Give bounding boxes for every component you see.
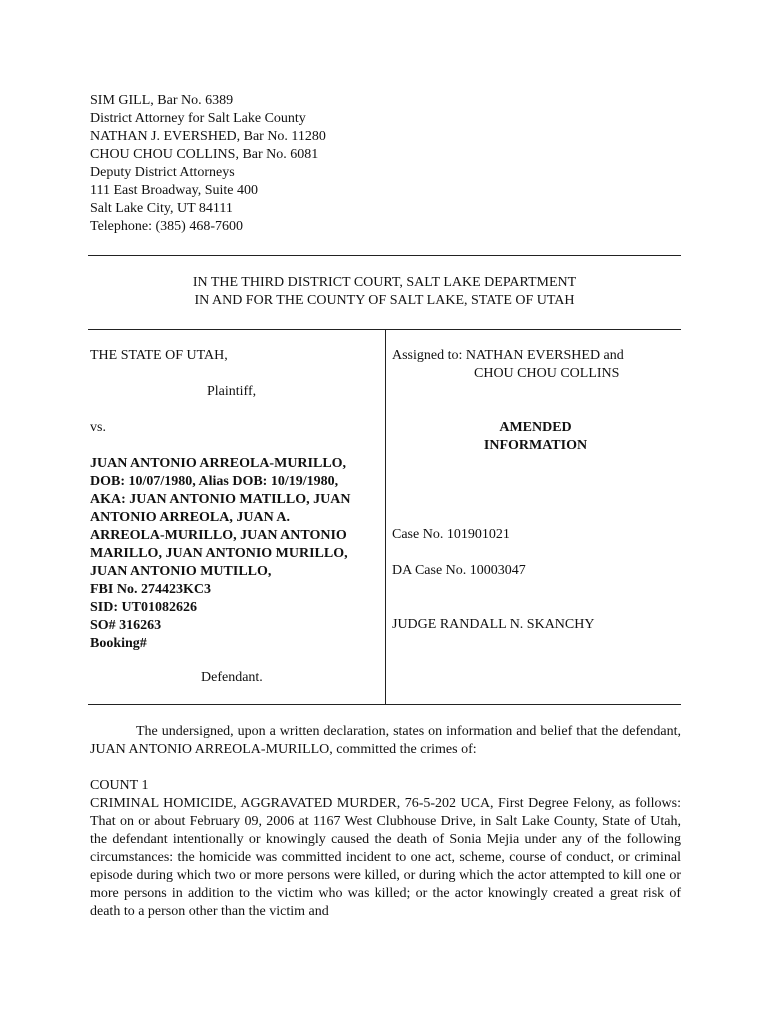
defendant-line: DOB: 10/07/1980, Alias DOB: 10/19/1980, <box>90 474 339 489</box>
defendant-line: ANTONIO ARREOLA, JUAN A. <box>90 510 291 525</box>
assigned-attorneys: Assigned to: NATHAN EVERSHED and <box>392 348 624 363</box>
defendant-line: MARILLO, JUAN ANTONIO MURILLO, <box>90 546 348 561</box>
attorney-block <box>90 92 326 236</box>
attorney-line: Telephone: (385) 468-7600 <box>90 219 243 234</box>
count-description: CRIMINAL HOMICIDE, AGGRAVATED MURDER, 76-5-202 UCA, First Degree Felony, as follows: That on or about February 09, 2006 at 1167 West Clubhouse Drive, in Salt Lake County, State of Utah, the defendant intentionally or knowingly caused the death of Sonia Mejia under any of the following circumstances: the homicide was committed incident to one act, scheme, course of conduct, or criminal episode during which two or more persons were killed, or during which the actor attempted to kill one or more persons in addition to the victim who was killed; or the actor knowingly created a great risk of death to a person other than the victim and <box>90 796 681 919</box>
count-heading: COUNT 1 <box>90 778 149 793</box>
top-rule <box>88 255 681 256</box>
defendant-label: Defendant. <box>201 670 263 685</box>
attorney-line: NATHAN J. EVERSHED, Bar No. 11280 <box>90 129 326 144</box>
defendant-line: SO# 316263 <box>90 618 162 633</box>
caption-divider <box>385 330 386 704</box>
attorney-line: CHOU CHOU COLLINS, Bar No. 6081 <box>90 147 319 162</box>
attorney-line: Salt Lake City, UT 84111 <box>90 201 233 216</box>
defendant-line: JUAN ANTONIO MUTILLO, <box>90 564 272 579</box>
assigned-judge: JUDGE RANDALL N. SKANCHY <box>392 617 595 632</box>
attorney-line: Deputy District Attorneys <box>90 165 235 180</box>
defendant-line: AKA: JUAN ANTONIO MATILLO, JUAN <box>90 492 351 507</box>
defendant-identification <box>90 455 350 653</box>
da-case-number: DA Case No. 10003047 <box>392 563 526 578</box>
assigned-attorneys-continued: CHOU CHOU COLLINS <box>474 366 620 381</box>
defendant-line: JUAN ANTONIO ARREOLA-MURILLO, <box>90 456 347 471</box>
plaintiff-label: Plaintiff, <box>207 384 257 399</box>
court-heading-line: IN THE THIRD DISTRICT COURT, SALT LAKE DEPARTMENT <box>192 275 577 290</box>
defendant-line: FBI No. 274423KC3 <box>90 582 211 597</box>
case-number: Case No. 101901021 <box>392 527 510 542</box>
defendant-line: SID: UT01082626 <box>90 600 197 615</box>
court-heading <box>88 274 681 310</box>
plaintiff-name: THE STATE OF UTAH, <box>90 348 228 363</box>
court-heading-line: IN AND FOR THE COUNTY OF SALT LAKE, STATE OF UTAH <box>194 293 575 308</box>
attorney-line: SIM GILL, Bar No. 6389 <box>90 93 234 108</box>
attorney-line: 111 East Broadway, Suite 400 <box>90 183 258 198</box>
document-title-line: INFORMATION <box>483 438 588 453</box>
caption-bottom-rule <box>88 704 681 705</box>
defendant-line: ARREOLA-MURILLO, JUAN ANTONIO <box>90 528 347 543</box>
defendant-line: Booking# <box>90 636 147 651</box>
versus-label: vs. <box>90 420 106 435</box>
intro-paragraph: The undersigned, upon a written declaration, states on information and belief that the defendant, JUAN ANTONIO ARREOLA-MURILLO, committed the crimes of: <box>90 724 681 757</box>
attorney-line: District Attorney for Salt Lake County <box>90 111 306 126</box>
document-title <box>392 419 679 455</box>
document-title-line: AMENDED <box>499 420 572 435</box>
